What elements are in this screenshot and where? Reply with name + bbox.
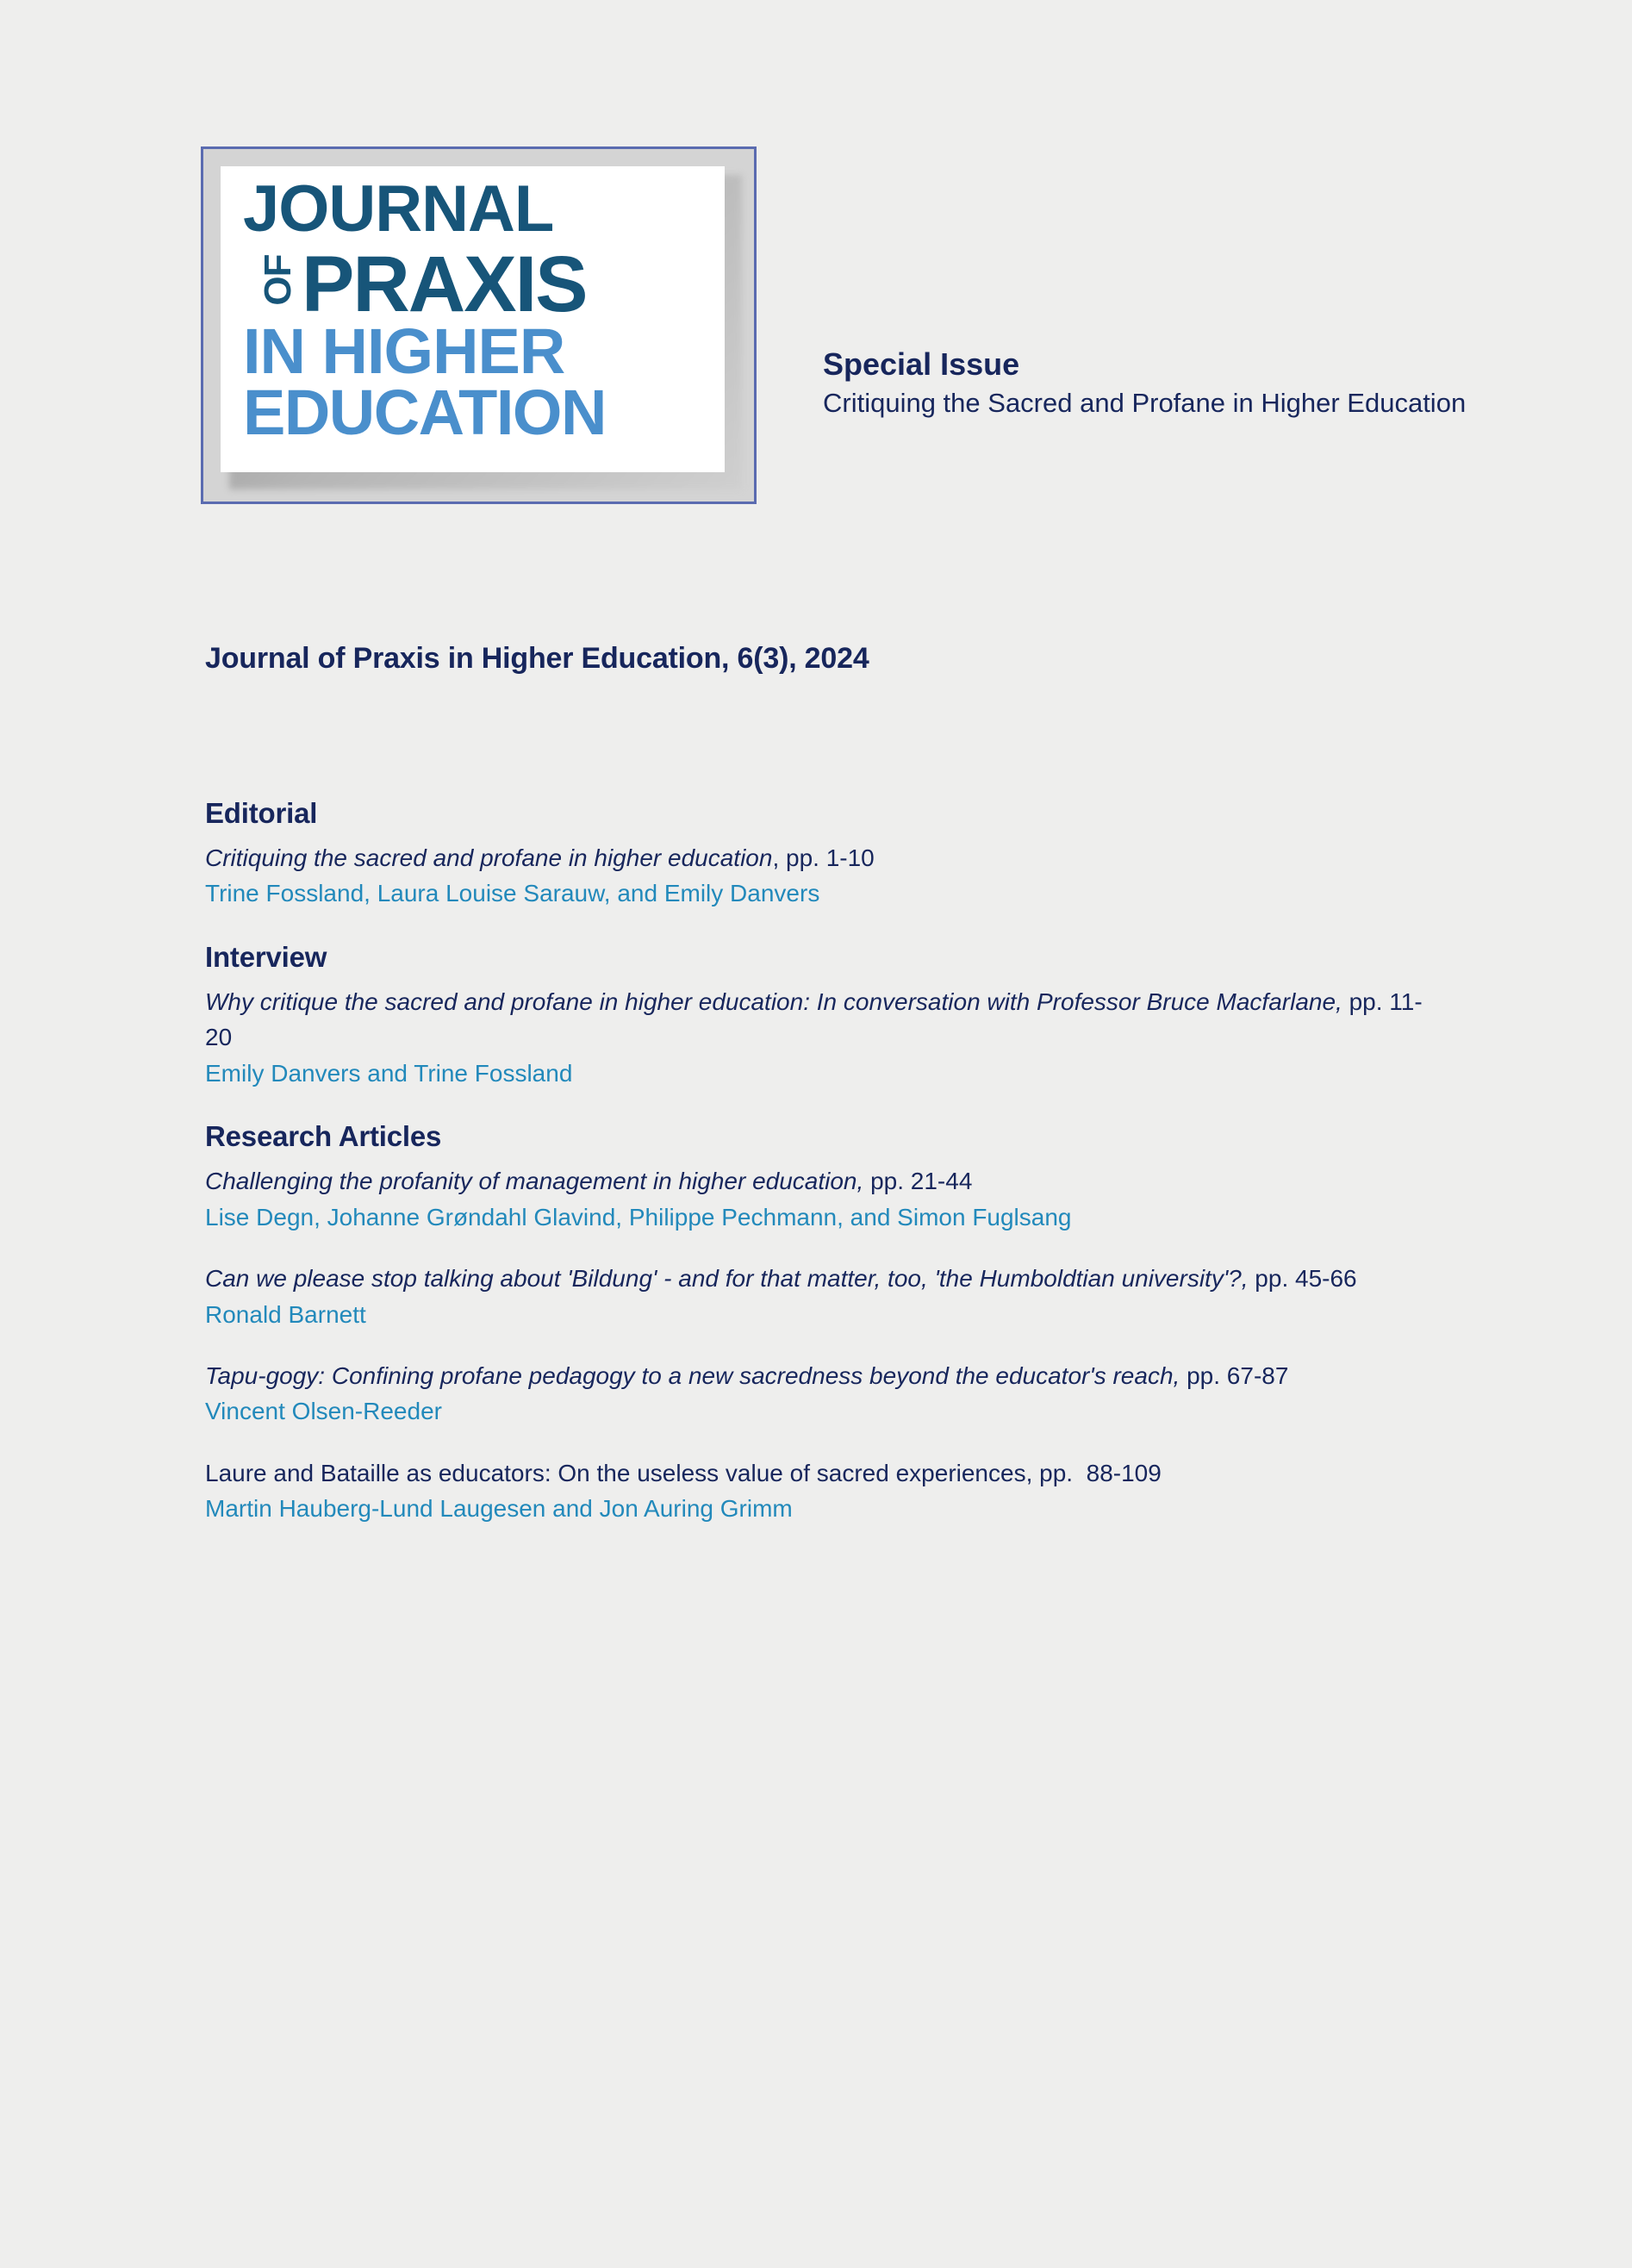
logo-text-in-higher: IN HIGHER xyxy=(243,315,565,387)
special-issue-title: Critiquing the Sacred and Profane in Higher Education xyxy=(823,388,1467,419)
logo-row-of-praxis xyxy=(243,240,706,328)
toc-entry-authors[interactable]: Trine Fossland, Laura Louise Sarauw, and Emily Danvers xyxy=(205,880,820,907)
toc-entry[interactable] xyxy=(205,1358,1429,1430)
toc-section-heading: Interview xyxy=(205,940,327,973)
toc-entry-title[interactable] xyxy=(205,1358,1429,1393)
toc-section xyxy=(205,941,1429,1091)
special-issue-block xyxy=(823,345,1478,421)
toc-entry-title[interactable] xyxy=(205,984,1429,1056)
logo-text-education: EDUCATION xyxy=(243,376,606,448)
table-of-contents xyxy=(205,797,1429,1556)
toc-entry-authors[interactable]: Vincent Olsen-Reeder xyxy=(205,1398,442,1425)
logo-text-journal: JOURNAL xyxy=(243,172,554,246)
toc-section-heading: Research Articles xyxy=(205,1120,442,1153)
toc-entry-authors[interactable]: Martin Hauberg-Lund Laugesen and Jon Auring Grimm xyxy=(205,1495,793,1523)
toc-entry-pages: , pp. 1-10 xyxy=(772,844,875,871)
toc-entry-title-text: Tapu-gogy: Confining profane pedagogy to a new sacredness beyond the educator's reach, xyxy=(205,1361,1180,1389)
toc-entry-pages: pp. 21-44 xyxy=(863,1168,973,1195)
logo-text-praxis: PRAXIS xyxy=(302,240,587,328)
toc-entry-title[interactable] xyxy=(205,1163,1429,1199)
toc-entry-title[interactable] xyxy=(205,840,1429,875)
toc-section xyxy=(205,1120,1429,1527)
toc-entry-authors[interactable]: Ronald Barnett xyxy=(205,1300,366,1328)
toc-entry-title-text: Critiquing the sacred and profane in higher education xyxy=(205,844,773,871)
toc-entry-title[interactable] xyxy=(205,1261,1429,1296)
issue-citation: Journal of Praxis in Higher Education, 6(3), 2024 xyxy=(205,642,869,675)
toc-entry-pages: pp. 11-20 xyxy=(205,988,1423,1051)
toc-section-heading: Editorial xyxy=(205,797,318,829)
toc-entry-title-text: Laure and Bataille as educators: On the useless value of sacred experiences, pp. 88-109 xyxy=(205,1459,1162,1486)
toc-entry-authors[interactable]: Emily Danvers and Trine Fossland xyxy=(205,1059,573,1087)
toc-entry-title[interactable] xyxy=(205,1455,1429,1491)
toc-entry[interactable] xyxy=(205,984,1429,1091)
toc-entry[interactable] xyxy=(205,1261,1429,1332)
journal-logo xyxy=(201,146,757,504)
logo-text-of: OF xyxy=(257,254,299,306)
toc-entry-title-text: Challenging the profanity of management in higher education, xyxy=(205,1168,864,1195)
logo-frame xyxy=(201,146,757,504)
toc-section xyxy=(205,797,1429,912)
toc-entry-title-text: Can we please stop talking about 'Bildung' - and for that matter, too, 'the Humboldtian university'?, xyxy=(205,1265,1249,1293)
toc-entry-title-text: Why critique the sacred and profane in higher education: In conversation with Professor Bruce Macfarlane, xyxy=(205,988,1342,1015)
logo-wordmark xyxy=(221,166,725,472)
special-issue-label: Special Issue xyxy=(823,346,1020,382)
toc-entry-pages: pp. 45-66 xyxy=(1248,1265,1357,1293)
toc-entry-authors[interactable]: Lise Degn, Johanne Grøndahl Glavind, Philippe Pechmann, and Simon Fuglsang xyxy=(205,1203,1072,1231)
toc-entry-pages: pp. 67-87 xyxy=(1180,1361,1289,1389)
logo-panel xyxy=(221,166,725,472)
toc-entry[interactable] xyxy=(205,1163,1429,1235)
toc-entry[interactable] xyxy=(205,840,1429,912)
toc-entry[interactable] xyxy=(205,1455,1429,1527)
